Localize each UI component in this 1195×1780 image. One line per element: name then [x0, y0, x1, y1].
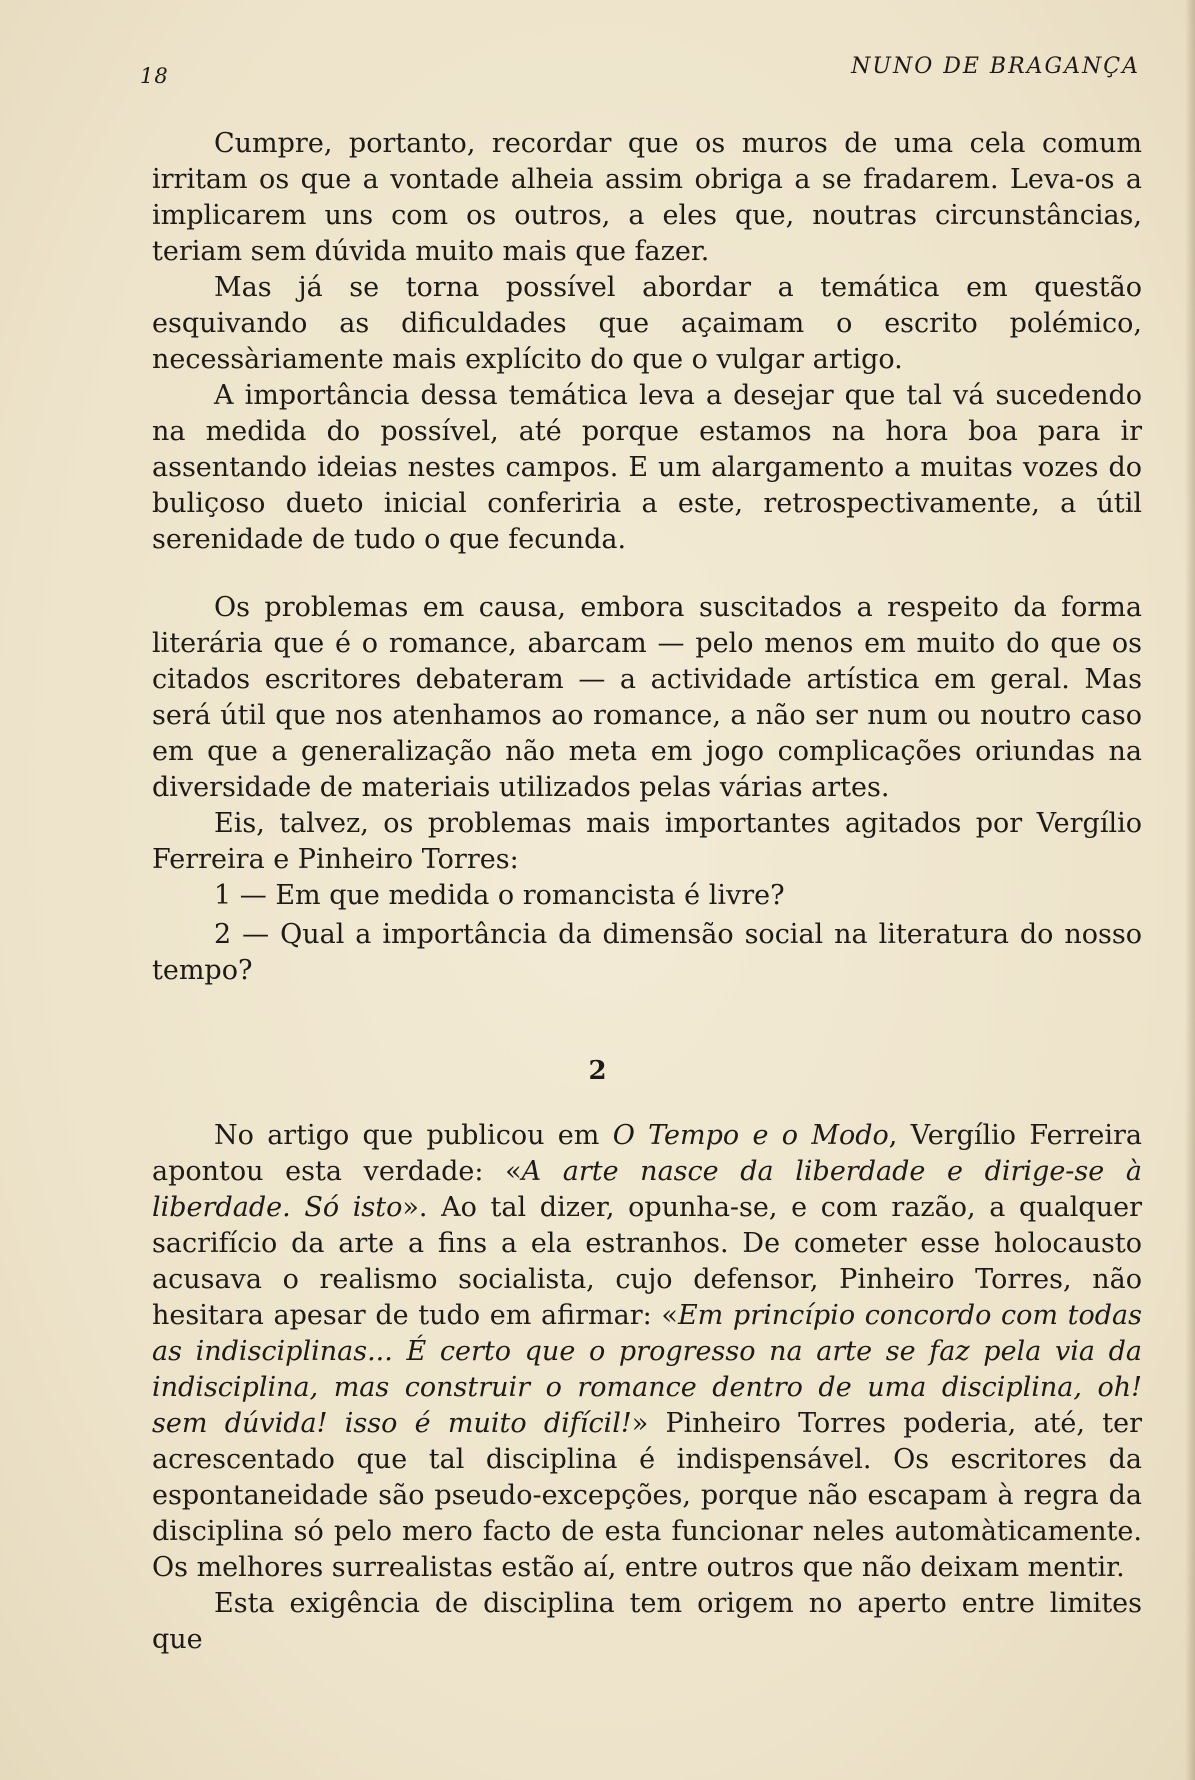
text-run: ». Ao tal dizer, opunha-se, e com razão, a qualquer sacrifício da arte a fins a ela estranhos. De cometer esse holocausto acusava o realismo socialista, cujo defensor, Pinheiro Torres, não hesitara apesar de tudo em afirmar: «	[152, 1192, 1142, 1331]
page-header	[140, 54, 1140, 90]
quotation: Em princípio concordo com todas as indisciplinas... É certo que o progresso na arte se faz pela via da indisciplina, mas construir o romance dentro de uma disciplina, oh! sem dúvida! isso é muito difícil!	[152, 1300, 1142, 1439]
paragraph: Esta exigência de disciplina tem origem no aperto entre limites que	[152, 1588, 1142, 1655]
question-item: 1 — Em que medida o romancista é livre?	[214, 880, 785, 911]
paragraph	[152, 1118, 1142, 1586]
text-block-1	[152, 126, 1142, 558]
text-block-3	[152, 1118, 1142, 1658]
text-run: » Pinheiro Torres poderia, até, ter acrescentado que tal disciplina é indispensável. Os escritores da espontaneidade são pseudo-excepções, porque não escapam à regra da disciplina só pelo mero facto de esta funcionar neles automàticamente. Os melhores surrealistas estão aí, entre outros que não deixam mentir.	[152, 1408, 1142, 1583]
paragraph: Eis, talvez, os problemas mais importantes agitados por Vergílio Ferreira e Pinheiro Torres:	[152, 808, 1142, 875]
question-item: 2 — Qual a importância da dimensão social na literatura do nosso tempo?	[152, 919, 1142, 986]
text-block-2	[152, 590, 1142, 989]
page-edge-shadow	[1185, 0, 1195, 1780]
section-number: 2	[588, 1056, 607, 1086]
text-run: No artigo que publicou em	[214, 1120, 613, 1151]
paragraph: Os problemas em causa, embora suscitados a respeito da forma literária que é o romance, abarcam — pelo menos em muito do que os citados escritores debateram — a actividade artística em geral. Mas será útil que nos atenhamos ao romance, a não ser num ou noutro caso em que a generalização não meta em jogo complicações oriundas na diversidade de materiais utilizados pelas várias artes.	[152, 592, 1142, 803]
running-head: NUNO DE BRAGANÇA	[851, 54, 1140, 79]
publication-title: O Tempo e o Modo	[612, 1120, 889, 1151]
paragraph: Cumpre, portanto, recordar que os muros de uma cela comum irritam os que a vontade alheia assim obriga a se fradarem. Leva-os a implicarem uns com os outros, a eles que, noutras circunstâncias, teriam sem dúvida muito mais que fazer.	[152, 128, 1142, 267]
quotation: A arte nasce da liberdade e dirige-se à liberdade. Só isto	[152, 1156, 1142, 1223]
paragraph: A importância dessa temática leva a desejar que tal vá sucedendo na medida do possível, até porque estamos na hora boa para ir assentando ideias nestes campos. E um alargamento a muitas vozes do buliçoso dueto inicial conferiria a este, retrospectivamente, a útil serenidade de tudo o que fecunda.	[152, 380, 1142, 555]
paragraph: Mas já se torna possível abordar a temática em questão esquivando as dificuldades que açaimam o escrito polémico, necessàriamente mais explícito do que o vulgar artigo.	[152, 272, 1142, 375]
text-run: , Vergílio Ferreira apontou esta verdade: «	[152, 1120, 1143, 1187]
page-number: 18	[140, 64, 169, 88]
